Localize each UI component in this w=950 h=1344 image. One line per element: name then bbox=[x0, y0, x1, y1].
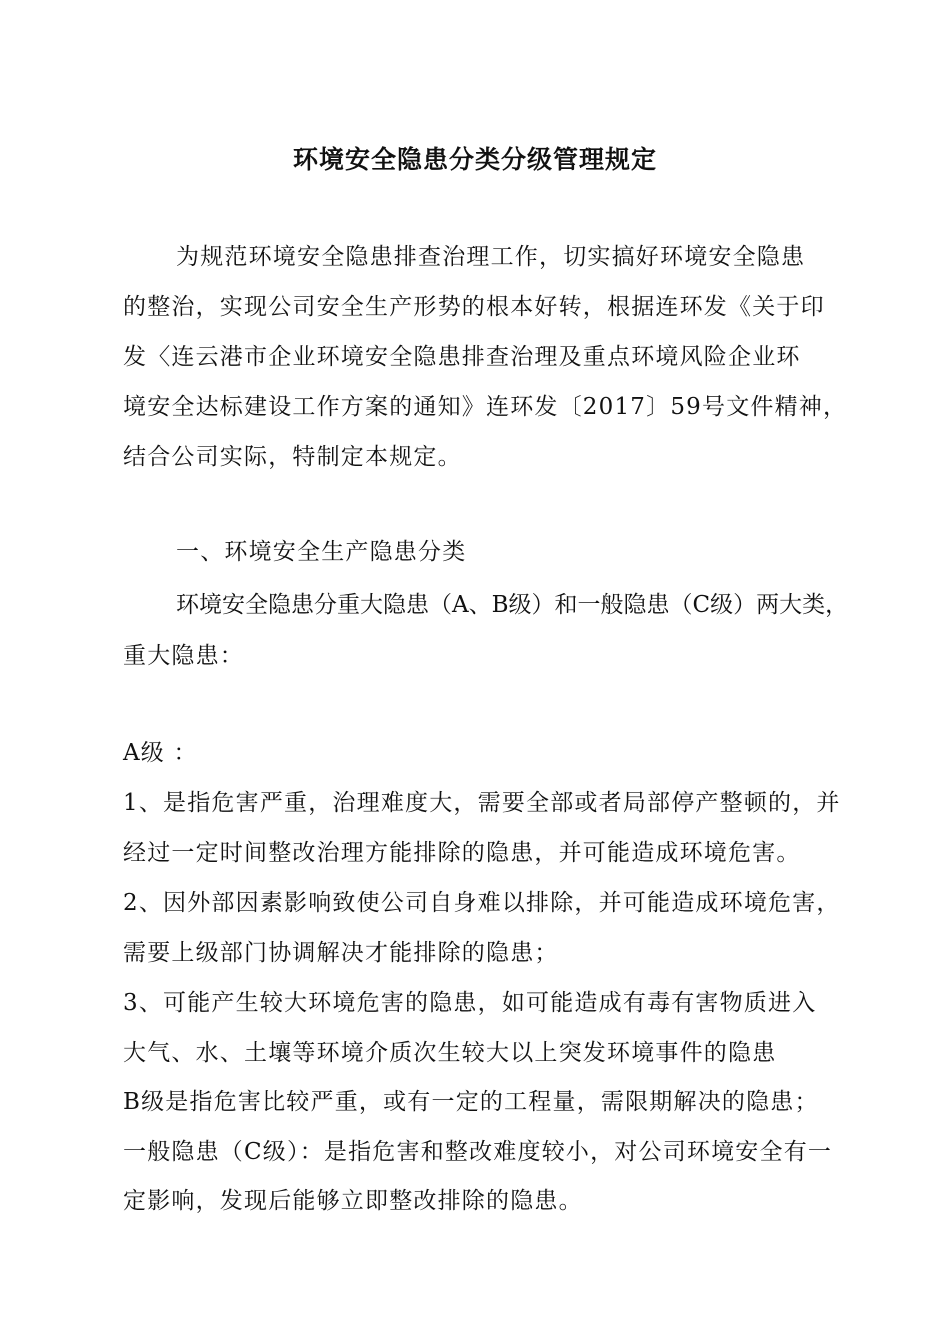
intro-line-3: 发〈连云港市企业环境安全隐患排查治理及重点环境风险企业环 bbox=[123, 344, 801, 370]
section-heading: 一、环境安全生产隐患分类 bbox=[176, 539, 467, 565]
intro-line-1: 为规范环境安全隐患排查治理工作，切实搞好环境安全隐患 bbox=[176, 244, 806, 270]
intro-line-4: 境安全达标建设工作方案的通知》连环发〔2017〕59号文件精神， bbox=[123, 394, 848, 420]
intro-line-2: 的整治，实现公司安全生产形势的根本好转，根据连环发《关于印 bbox=[123, 294, 825, 320]
item-2-line-2: 需要上级部门协调解决才能排除的隐患； bbox=[123, 940, 559, 966]
item-3-line-1: 3、可能产生较大环境危害的隐患，如可能造成有毒有害物质进入 bbox=[123, 990, 817, 1016]
grade-b-line: B级是指危害比较严重，或有一定的工程量，需限期解决的隐患； bbox=[123, 1089, 819, 1115]
item-1-line-1: 1、是指危害严重，治理难度大，需要全部或者局部停产整顿的，并 bbox=[123, 790, 841, 816]
item-2-line-1: 2、因外部因素影响致使公司自身难以排除，并可能造成环境危害， bbox=[123, 890, 841, 916]
classification-line-1: 环境安全隐患分重大隐患（A、B级）和一般隐患（C级）两大类， bbox=[176, 592, 849, 618]
classification-line-2: 重大隐患： bbox=[123, 643, 244, 669]
item-1-line-2: 经过一定时间整改治理方能排除的隐患，并可能造成环境危害。 bbox=[123, 840, 801, 866]
general-hazard-line-2: 定影响，发现后能够立即整改排除的隐患。 bbox=[123, 1188, 583, 1214]
document-title: 环境安全隐患分类分级管理规定 bbox=[292, 145, 657, 174]
general-hazard-line-1: 一般隐患（C级）：是指危害和整改难度较小，对公司环境安全有一 bbox=[123, 1139, 833, 1165]
intro-line-5: 结合公司实际，特制定本规定。 bbox=[123, 444, 462, 470]
item-3-line-2: 大气、水、土壤等环境介质次生较大以上突发环境事件的隐患 bbox=[123, 1040, 777, 1066]
grade-a-heading: A级 ： bbox=[123, 740, 198, 766]
